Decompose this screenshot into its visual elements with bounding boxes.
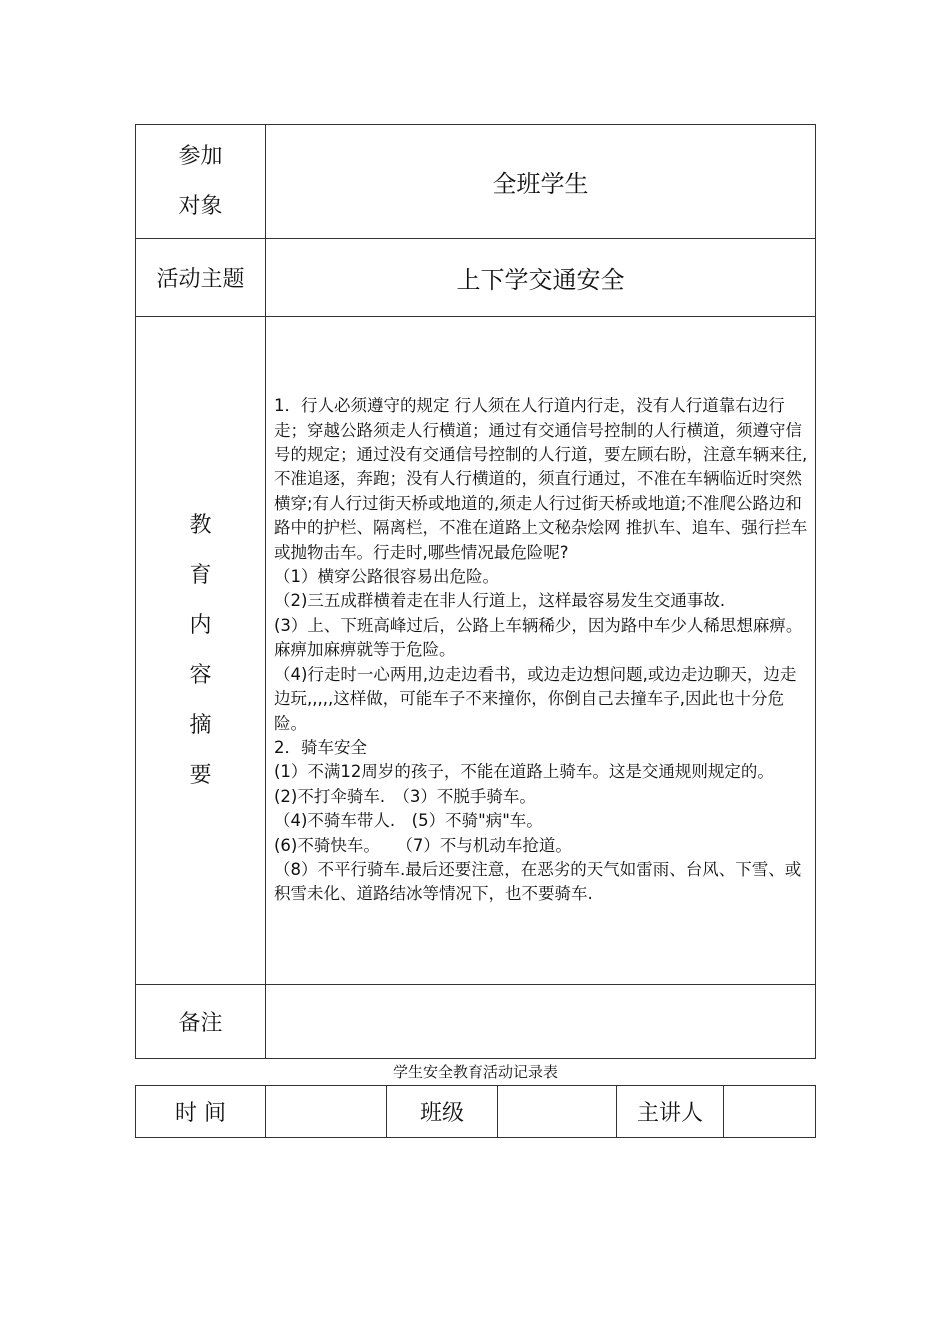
content-paragraph: (2)不打伞骑车. （3）不脱手骑车。 bbox=[274, 786, 536, 806]
content-paragraph: 2．骑车安全 bbox=[274, 737, 367, 757]
activity-record-table bbox=[135, 124, 816, 1059]
content-paragraph: （2)三五成群横着走在非人行道上，这样最容易发生交通事故. bbox=[274, 591, 726, 611]
theme-label: 活动主题 bbox=[136, 239, 266, 317]
table-caption: 学生安全教育活动记录表 bbox=[392, 1063, 558, 1081]
content-paragraph: （4)不骑车带人. (5）不骑"病"车。 bbox=[274, 811, 543, 831]
content-label-char: 教 bbox=[189, 512, 212, 538]
content-summary bbox=[266, 317, 816, 985]
remarks-label: 备注 bbox=[136, 985, 266, 1059]
content-row bbox=[136, 317, 816, 985]
content-paragraph: (6)不骑快车。 （7）不与机动车抢道。 bbox=[274, 835, 572, 855]
content-label-char: 摘 bbox=[189, 712, 212, 738]
content-paragraph: 1．行人必须遵守的规定 行人须在人行道内行走，没有人行道靠右边行走；穿越公路须走人行横道；通过有交通信号控制的人行横道，须遵守信号的规定；通过没有交通信号控制的人行道，要左顾右盼，注意车辆来往,不准追逐，奔跑；没有人行横道的，须直行通过，不准在车辆临近时突然横穿;有人行过街天桥或地道的,须走人行过街天桥或地道;不准爬公路边和路中的护栏、隔离栏，不准在道路上文秘杂烩网 推扒车、追车、强行拦车或抛物击车。行走时,哪些情况最危险呢? bbox=[274, 396, 808, 562]
speaker-value bbox=[724, 1086, 816, 1138]
participants-label-cell bbox=[136, 125, 266, 239]
participants-label-line1: 参加 bbox=[178, 143, 223, 169]
class-label: 班级 bbox=[387, 1086, 498, 1138]
content-paragraph: (1）不满12周岁的孩子，不能在道路上骑车。这是交通规则规定的。 bbox=[274, 762, 774, 782]
theme-value: 上下学交通安全 bbox=[266, 239, 816, 317]
speaker-label: 主讲人 bbox=[617, 1086, 724, 1138]
content-paragraph: （1）横穿公路很容易出危险。 bbox=[274, 567, 499, 587]
content-label-char: 内 bbox=[189, 612, 212, 638]
remarks-value bbox=[266, 985, 816, 1059]
content-label-char: 育 bbox=[189, 562, 212, 588]
session-info-row bbox=[136, 1086, 816, 1138]
time-value bbox=[266, 1086, 387, 1138]
session-info-table bbox=[135, 1085, 816, 1138]
participants-label-line2: 对象 bbox=[178, 193, 223, 219]
participants-row bbox=[136, 125, 816, 239]
participants-value: 全班学生 bbox=[266, 125, 816, 239]
content-label-cell bbox=[136, 317, 266, 985]
content-paragraph: （8）不平行骑车.最后还要注意，在恶劣的天气如雷雨、台风、下雪、或积雪未化、道路结冰等情况下，也不要骑车. bbox=[274, 859, 802, 904]
content-paragraph: (3）上、下班高峰过后，公路上车辆稀少，因为路中车少人稀思想麻痹。麻痹加麻痹就等于危险。 bbox=[274, 615, 803, 660]
content-label-char: 要 bbox=[189, 762, 212, 788]
content-label-char: 容 bbox=[189, 662, 212, 688]
time-label: 时 间 bbox=[136, 1086, 266, 1138]
class-value bbox=[498, 1086, 617, 1138]
content-paragraph: （4)行走时一心两用,边走边看书，或边走边想问题,或边走边聊天，边走边玩,,,,,这样做，可能车子不来撞你，你倒自己去撞车子,因此也十分危险。 bbox=[274, 664, 797, 733]
theme-row bbox=[136, 239, 816, 317]
remarks-row bbox=[136, 985, 816, 1059]
